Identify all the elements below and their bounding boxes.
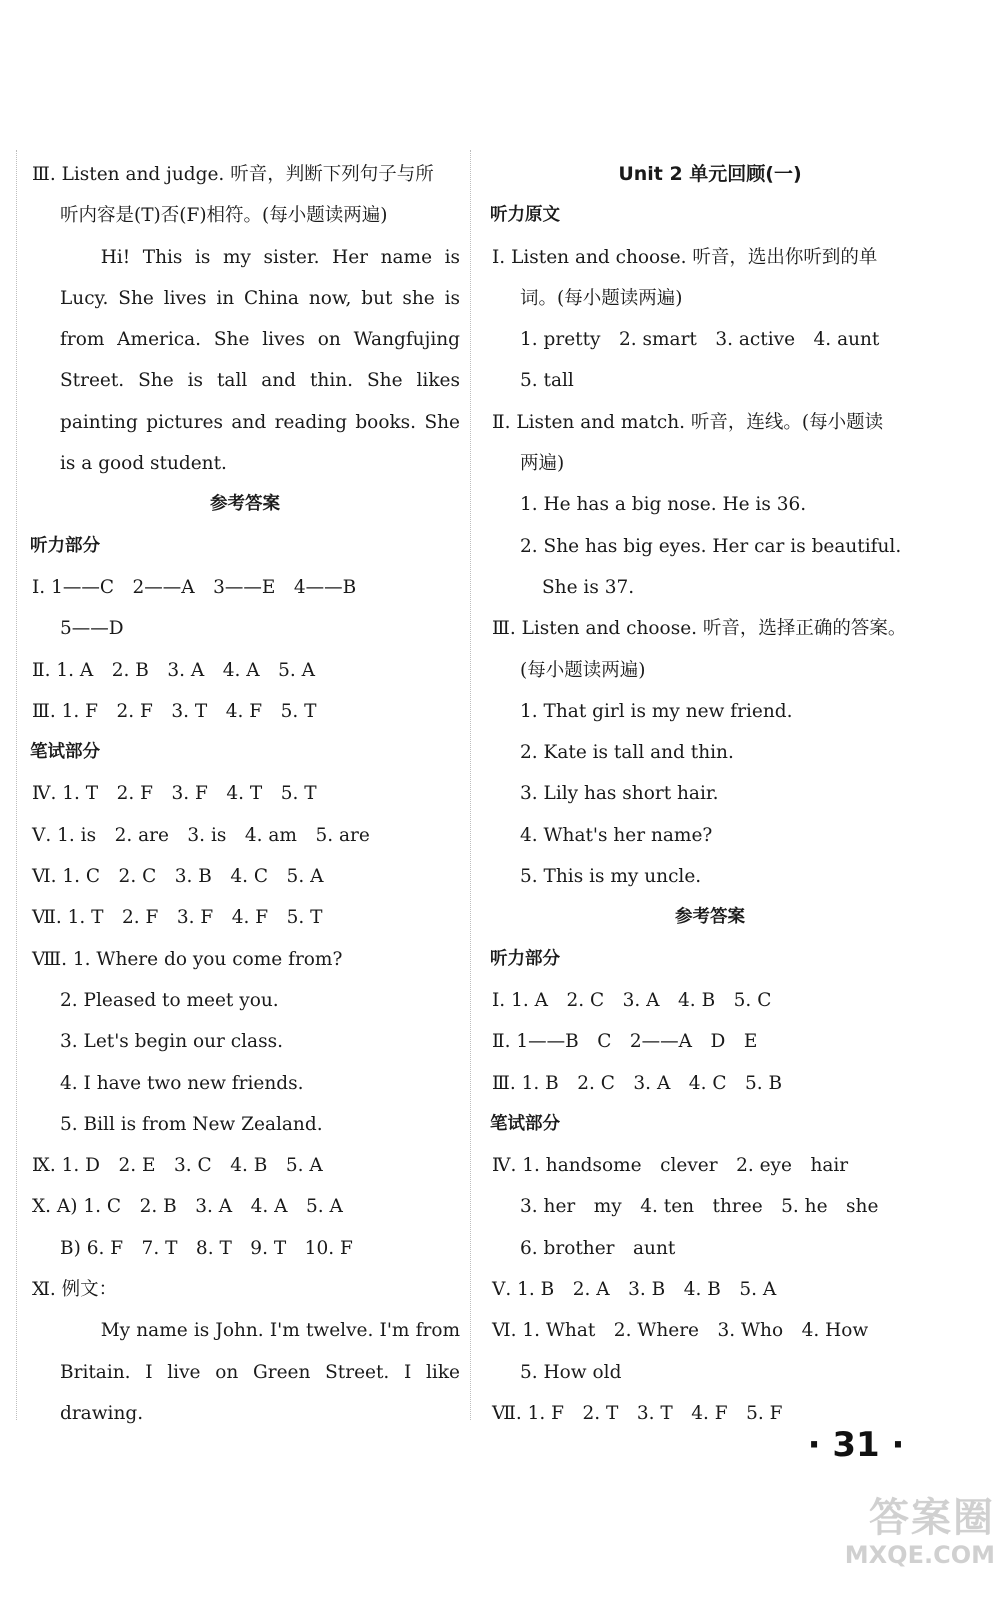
exercise-intro-line: (每小题读两遍)	[520, 659, 646, 681]
page-number: · 31 ·	[807, 1425, 905, 1465]
exercise-intro-line: 两遍)	[520, 453, 565, 475]
transcript-line: 4. What's her name?	[520, 824, 713, 846]
written-section-heading: 笔试部分	[490, 1113, 560, 1134]
answer-line: Ⅺ. 例文：	[32, 1279, 118, 1301]
answer-line: 2. Pleased to meet you.	[60, 989, 279, 1011]
answers-title: 参考答案	[210, 494, 280, 515]
answer-line: B) 6. F 7. T 8. T 9. T 10. F	[60, 1237, 353, 1259]
answer-line: Ⅵ. 1. What 2. Where 3. Who 4. How	[492, 1320, 869, 1342]
transcript-line: 1. pretty 2. smart 3. active 4. aunt	[520, 329, 880, 351]
exercise-intro-line: Ⅲ. Listen and choose. 听音，选择正确的答案。	[492, 618, 907, 640]
answer-line: Ⅱ. 1——B C 2——A D E	[492, 1031, 758, 1053]
answer-line: 5——D	[60, 618, 124, 640]
watermark-url: MXQE.COM	[844, 1541, 995, 1569]
answer-line: 3. her my 4. ten three 5. he she	[520, 1196, 879, 1218]
sample-essay: My name is John. I'm twelve. I'm from Britain. I live on Green Street. I like drawing.	[60, 1320, 460, 1424]
exercise-intro-line: Ⅱ. Listen and match. 听音，连线。(每小题读	[492, 411, 884, 433]
answer-line: Ⅱ. 1. A 2. B 3. A 4. A 5. A	[32, 659, 316, 681]
exercise-intro-line: Ⅰ. Listen and choose. 听音，选出你听到的单	[492, 246, 878, 268]
answer-line: 4. I have two new friends.	[60, 1072, 304, 1094]
transcript-line: 5. This is my uncle.	[520, 866, 702, 888]
answer-line: Ⅰ. 1——C 2——A 3——E 4——B	[32, 576, 357, 598]
unit-title: Unit 2 单元回顾(一)	[618, 163, 802, 185]
answer-line: Ⅴ. 1. B 2. A 3. B 4. B 5. A	[492, 1279, 777, 1301]
answer-line: Ⅶ. 1. T 2. F 3. F 4. F 5. T	[32, 907, 323, 929]
transcript-line: 2. Kate is tall and thin.	[520, 742, 734, 764]
watermark-logo	[815, 1495, 995, 1569]
answer-line: Ⅸ. 1. D 2. E 3. C 4. B 5. A	[32, 1155, 323, 1177]
answer-line: Ⅵ. 1. C 2. C 3. B 4. C 5. A	[32, 866, 324, 888]
transcript-heading: 听力原文	[490, 205, 560, 226]
answer-line: Ⅲ. 1. F 2. F 3. T 4. F 5. T	[32, 700, 317, 722]
answer-line: Ⅶ. 1. F 2. T 3. T 4. F 5. F	[492, 1402, 783, 1424]
column-divider-left	[16, 150, 17, 1420]
answer-line: Ⅴ. 1. is 2. are 3. is 4. am 5. are	[32, 824, 370, 846]
listening-section-heading: 听力部分	[490, 948, 560, 969]
transcript-line: She is 37.	[542, 576, 635, 598]
transcript-line: 1. That girl is my new friend.	[520, 700, 793, 722]
watermark-text: 答案圈	[869, 1495, 995, 1541]
listening-section-heading: 听力部分	[30, 535, 100, 556]
transcript-line: 3. Lily has short hair.	[520, 783, 719, 805]
column-divider-center	[470, 150, 471, 1420]
listening-passage: Hi! This is my sister. Her name is Lucy. She lives in China now, but she is from America. She lives on Wangfujing Street. She is tall and thin. She likes painting pictures and reading books. She is a good student.	[60, 246, 460, 475]
answer-line: Ⅳ. 1. handsome clever 2. eye hair	[492, 1155, 849, 1177]
transcript-line: 1. He has a big nose. He is 36.	[520, 494, 807, 516]
transcript-line: 5. tall	[520, 370, 574, 392]
answer-line: 5. Bill is from New Zealand.	[60, 1113, 323, 1135]
answer-line: Ⅷ. 1. Where do you come from?	[32, 948, 343, 970]
written-section-heading: 笔试部分	[30, 742, 100, 763]
answer-line: 6. brother aunt	[520, 1237, 676, 1259]
transcript-line: 2. She has big eyes. Her car is beautiful.	[520, 535, 902, 557]
answer-line: 3. Let's begin our class.	[60, 1031, 283, 1053]
right-column	[490, 154, 930, 1434]
exercise-intro-line: Ⅲ. Listen and judge. 听音，判断下列句子与所	[32, 164, 434, 185]
left-column	[30, 154, 460, 1434]
answers-title: 参考答案	[675, 907, 745, 928]
answer-line: Ⅰ. 1. A 2. C 3. A 4. B 5. C	[492, 989, 772, 1011]
answer-line: Ⅲ. 1. B 2. C 3. A 4. C 5. B	[492, 1072, 783, 1094]
answer-line: Ⅹ. A) 1. C 2. B 3. A 4. A 5. A	[32, 1196, 343, 1218]
answer-line: 5. How old	[520, 1361, 622, 1383]
exercise-intro-line: 词。(每小题读两遍)	[520, 287, 683, 309]
answer-line: Ⅳ. 1. T 2. F 3. F 4. T 5. T	[32, 783, 317, 805]
exercise-intro-line: 听内容是(T)否(F)相符。(每小题读两遍)	[60, 205, 388, 227]
